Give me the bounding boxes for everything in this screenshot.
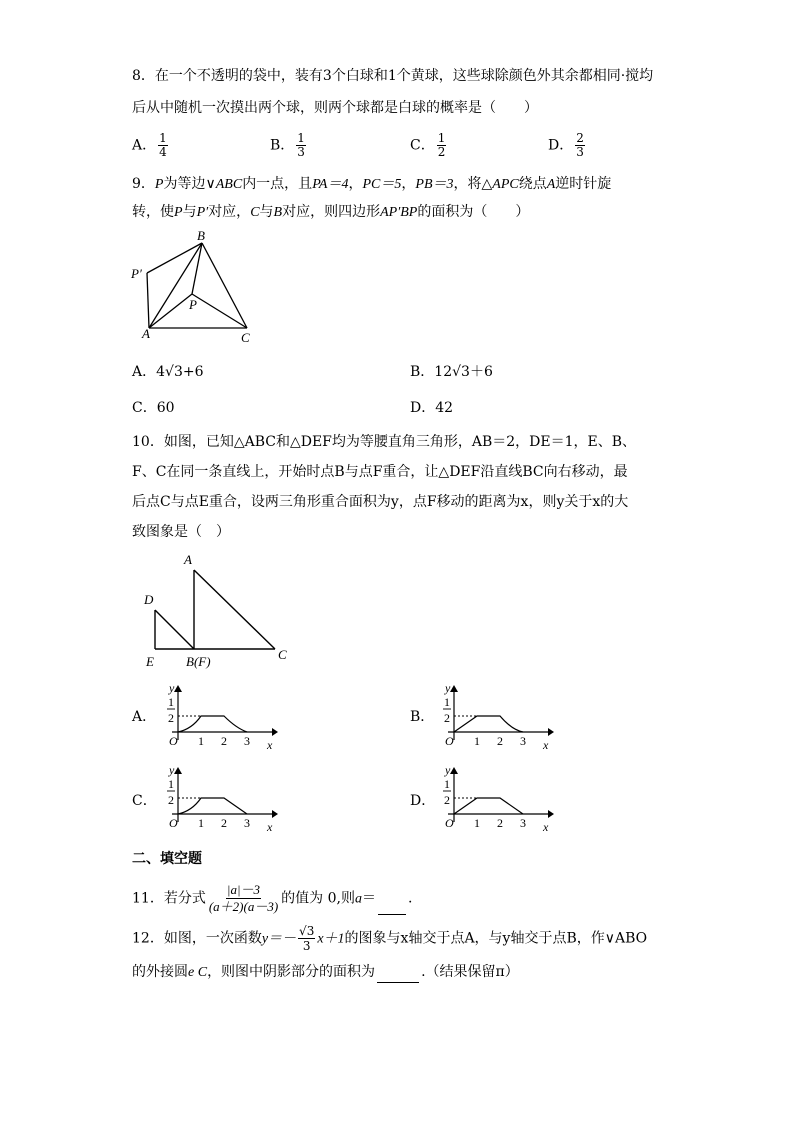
option-label: A． xyxy=(132,137,157,154)
q10-figure xyxy=(138,548,298,670)
tick-2: 2 xyxy=(221,816,227,830)
label-a: A xyxy=(142,326,150,341)
y-label: y xyxy=(445,764,451,777)
edge-bc xyxy=(202,243,247,328)
x-axis-arrow xyxy=(272,728,278,736)
tick-3: 3 xyxy=(244,734,250,748)
answer-blank xyxy=(378,914,406,915)
q10-line4: 致图象是（ ） xyxy=(132,524,230,540)
q9-line1: 9．P为等边∨ABC内一点，且PA＝4，PC＝5，PB＝3，将△APC绕点A逆时针旋 xyxy=(132,176,612,192)
edge-pprime-b xyxy=(147,243,202,273)
x-axis-arrow xyxy=(272,810,278,818)
graph-curve xyxy=(454,798,523,814)
tick-1: 1 xyxy=(474,734,480,748)
x-label: x xyxy=(267,738,273,752)
tick-half-num: 1 xyxy=(168,777,174,791)
q9-figure xyxy=(125,228,265,348)
fraction: $\frac{1}{3}$ xyxy=(297,131,305,159)
tick-half-num: 1 xyxy=(444,777,450,791)
q8-line2: 后从中随机一次摸出两个球，则两个球都是白球的概率是（ ） xyxy=(132,100,538,116)
y-axis-arrow xyxy=(450,767,458,774)
q11-line: 11．若分式 $\frac{|a|-3}{(a+2)(a-3)}$ 的值为 0,则a＝ . xyxy=(132,882,413,914)
edge-ac xyxy=(194,570,275,649)
option-label: D． xyxy=(548,137,574,154)
q12-line2: 的外接圆e C，则图中阴影部分的面积为 .（结果保留π） xyxy=(132,962,519,983)
option-label: B． xyxy=(270,137,295,154)
y-axis-arrow xyxy=(174,685,182,692)
fraction: $\frac{|a|-3}{(a+2)(a-3)}$ xyxy=(208,882,279,914)
tick-half-den: 2 xyxy=(444,793,450,807)
label-b: B xyxy=(197,228,205,243)
q9-option-d: D．42 xyxy=(410,400,454,416)
label-c: C xyxy=(278,647,287,662)
option-label: C． xyxy=(410,137,435,154)
q9-line2: 转，使P与P′对应，C与B对应，则四边形AP′BP的面积为（ ） xyxy=(132,204,530,220)
x-axis-arrow xyxy=(548,810,554,818)
q9-option-b: B．12√3＋6 xyxy=(410,364,493,380)
q10-line1: 10．如图，已知△ABC和△DEF均为等腰直角三角形，AB＝2，DE＝1，E、B、 xyxy=(132,434,637,450)
x-label: x xyxy=(543,820,549,834)
tick-1: 1 xyxy=(198,816,204,830)
tick-3: 3 xyxy=(520,816,526,830)
q10-option-b-label: B． xyxy=(410,709,435,725)
fraction: $\frac{1}{4}$ xyxy=(159,131,167,159)
q10-line2: F、C在同一条直线上，开始时点B与点F重合，让△DEF沿直线BC向右移动，最 xyxy=(132,464,628,480)
tick-half-num: 1 xyxy=(444,695,450,709)
section-title: 二、填空题 xyxy=(132,851,202,867)
label-c: C xyxy=(241,330,250,345)
q10-line3: 后点C与点E重合，设两三角形重合面积为y，点F移动的距离为x，则y关于x的大 xyxy=(132,494,629,510)
q10-graph-d xyxy=(428,764,558,834)
label-e: E xyxy=(146,654,154,669)
y-label: y xyxy=(169,682,175,695)
tick-2: 2 xyxy=(221,734,227,748)
q8-option-b xyxy=(270,132,308,159)
origin-label: O xyxy=(169,734,178,748)
tick-half-den: 2 xyxy=(168,793,174,807)
y-axis-arrow xyxy=(450,685,458,692)
label-p: P xyxy=(189,297,197,312)
y-axis-arrow xyxy=(174,767,182,774)
tick-2: 2 xyxy=(497,816,503,830)
q12-line1: 12．如图，一次函数y＝－ $\frac{√3}{3}$ x＋1的图象与x轴交于点A，与y轴交于点B，作∨ABO xyxy=(132,924,648,953)
fraction: $\frac{√3}{3}$ xyxy=(299,924,315,953)
fraction: $\frac{1}{2}$ xyxy=(437,131,446,159)
q8-option-d xyxy=(548,132,587,159)
tick-3: 3 xyxy=(520,734,526,748)
tick-half-den: 2 xyxy=(444,711,450,725)
x-label: x xyxy=(543,738,549,752)
fraction: $\frac{2}{3}$ xyxy=(576,131,584,159)
origin-label: O xyxy=(169,816,178,830)
q8-line1: 8．在一个不透明的袋中，装有3个白球和1个黄球，这些球除颜色外其余都相同·搅均 xyxy=(132,68,654,84)
tick-1: 1 xyxy=(198,734,204,748)
q10-option-a-label: A． xyxy=(132,709,157,725)
q10-graph-c xyxy=(152,764,282,834)
q9-option-a: A．4√3+6 xyxy=(132,364,204,380)
x-axis-arrow xyxy=(548,728,554,736)
y-label: y xyxy=(169,764,175,777)
q8-option-a xyxy=(132,132,170,159)
label-bf: B(F) xyxy=(186,654,211,669)
y-label: y xyxy=(445,682,451,695)
q10-graph-a xyxy=(152,682,282,752)
edge-df xyxy=(155,610,194,649)
q10-option-d-label: D． xyxy=(410,793,436,809)
graph-curve xyxy=(178,798,247,814)
tick-1: 1 xyxy=(474,816,480,830)
tick-half-den: 2 xyxy=(168,711,174,725)
label-a: A xyxy=(184,552,192,567)
tick-half-num: 1 xyxy=(168,695,174,709)
answer-blank xyxy=(377,982,419,983)
origin-label: O xyxy=(445,816,454,830)
tick-3: 3 xyxy=(244,816,250,830)
edge-pprime-a xyxy=(147,273,149,328)
q10-graph-b xyxy=(428,682,558,752)
q10-option-c-label: C． xyxy=(132,793,157,809)
tick-2: 2 xyxy=(497,734,503,748)
edge-p-a xyxy=(149,294,192,328)
graph-curve xyxy=(454,716,523,732)
label-d: D xyxy=(144,592,154,607)
q9-option-c: C．60 xyxy=(132,400,175,416)
x-label: x xyxy=(267,820,273,834)
edge-p-c xyxy=(192,294,247,328)
origin-label: O xyxy=(445,734,454,748)
q8-option-c xyxy=(410,132,448,159)
graph-curve xyxy=(178,716,247,732)
label-p-prime: P′ xyxy=(131,266,142,281)
